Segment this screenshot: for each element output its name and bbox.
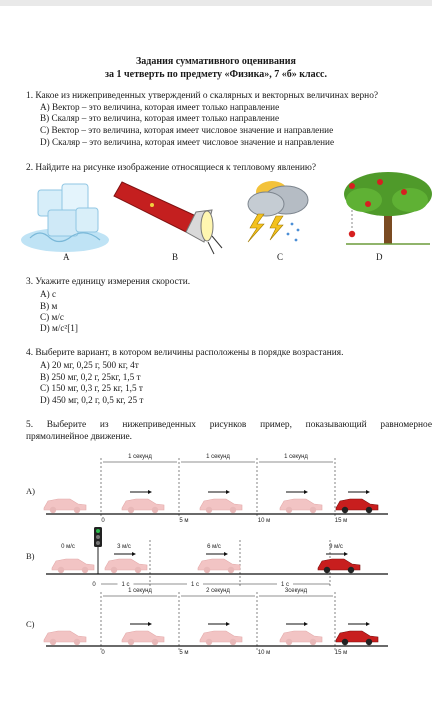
flashlight-image: [114, 182, 222, 254]
light-off: [96, 535, 100, 539]
wheel-icon: [82, 567, 88, 573]
interval-label-a: 1 секунд: [128, 454, 152, 460]
distance-label-a: 0: [101, 518, 105, 524]
arrow-head: [344, 552, 348, 556]
wheel-icon: [366, 507, 372, 513]
q4-option-b: B) 250 мг, 0,2 г, 25кг, 1,5 т: [40, 372, 141, 382]
melting-ice-image: [21, 184, 109, 252]
wheel-icon: [204, 567, 210, 573]
distance-label-c: 0: [101, 650, 105, 656]
arrow-head: [132, 552, 136, 556]
wheel-icon: [286, 507, 292, 513]
start-label: 0: [92, 582, 96, 588]
wheel-icon: [324, 567, 330, 573]
q4-option-a: A) 20 мг, 0,25 г, 500 кг, 4т: [40, 360, 139, 370]
speed-label: 9 м/с: [329, 544, 343, 550]
arrow-head: [226, 490, 230, 494]
wheel-icon: [230, 507, 236, 513]
wheel-icon: [206, 507, 212, 513]
motion-diagram: [0, 448, 432, 668]
speed-label: 3 м/с: [117, 544, 131, 550]
speed-label: 6 м/с: [207, 544, 221, 550]
arrow-head: [226, 622, 230, 626]
q3-option-b: B) м: [40, 301, 58, 311]
question-4-text: 4. Выберите вариант, в котором величины расположены в порядке возрастания.: [26, 348, 344, 358]
page-title: Задания суммативного оценивания: [136, 56, 296, 67]
picture-label-a: A: [63, 252, 70, 262]
q4-option-d: D) 450 мг, 0,2 г, 0,5 кг, 25 т: [40, 395, 144, 405]
q4-option-c: C) 150 мг, 0,3 г, 25 кг, 1,5 т: [40, 383, 143, 393]
wheel-icon: [230, 639, 236, 645]
row-label-c: C): [26, 619, 35, 629]
arrow-head: [366, 622, 370, 626]
page-subtitle: за 1 четверть по предмету «Физика», 7 «б» класс.: [105, 69, 327, 80]
distance-label-c: 15 м: [334, 650, 348, 656]
question-3-text: 3. Укажите единицу измерения скорости.: [26, 277, 191, 287]
q1-option-a: A) Вектор – это величина, которая имеет только направление: [40, 102, 280, 112]
question-1-text: 1. Какое из нижеприведенных утверждений о скалярных и векторных величинах верно?: [26, 91, 379, 101]
distance-label-a: 15 м: [334, 518, 348, 524]
wheel-icon: [348, 567, 354, 573]
wheel-icon: [366, 639, 372, 645]
wheel-icon: [152, 639, 158, 645]
light-off: [96, 541, 100, 545]
interval-label-b: 1 с: [190, 582, 200, 588]
storm-cloud-image: [248, 181, 308, 242]
wheel-icon: [58, 567, 64, 573]
wheel-icon: [50, 507, 56, 513]
q3-option-d: D) м/с²[1]: [40, 323, 78, 333]
distance-label-c: 5 м: [179, 650, 189, 656]
wheel-icon: [152, 507, 158, 513]
wheel-icon: [342, 507, 348, 513]
arrow-head: [224, 552, 228, 556]
light-green: [96, 529, 100, 533]
distance-label-a: 5 м: [179, 518, 189, 524]
interval-label-b: 1 с: [280, 582, 290, 588]
row-label-a: A): [26, 486, 35, 496]
interval-label-c: 1 секунд: [128, 588, 152, 594]
question-2-text: 2. Найдите на рисунке изображение относящиеся к тепловому явлению?: [26, 163, 317, 173]
interval-label-c: 2 секунд: [206, 588, 230, 594]
wheel-icon: [128, 507, 134, 513]
wheel-icon: [310, 507, 316, 513]
question-5-text-line2: прямолинейное движение.: [26, 432, 132, 442]
arrow-head: [148, 622, 152, 626]
wheel-icon: [206, 639, 212, 645]
row-label-b: B): [26, 551, 35, 561]
arrow-head: [304, 622, 308, 626]
q1-option-c: C) Вектор – это величина, которая имеет числовое значение и направление: [40, 125, 334, 135]
arrow-head: [148, 490, 152, 494]
interval-label-a: 1 секунд: [206, 454, 230, 460]
speed-label: 0 м/с: [61, 544, 75, 550]
wheel-icon: [228, 567, 234, 573]
wheel-icon: [128, 639, 134, 645]
wheel-icon: [342, 639, 348, 645]
wheel-icon: [310, 639, 316, 645]
q1-option-d: D) Скаляр – это величина, которая имеет числовое значение и направление: [40, 137, 335, 147]
wheel-icon: [74, 507, 80, 513]
picture-label-c: C: [277, 252, 284, 262]
distance-label-a: 10 м: [257, 518, 271, 524]
question-5-text-line1: 5. Выберите из нижеприведенных рисунков пример, показывающий равномерное: [26, 420, 432, 430]
wheel-icon: [50, 639, 56, 645]
picture-label-b: B: [172, 252, 179, 262]
q3-option-a: A) с: [40, 289, 57, 299]
wheel-icon: [111, 567, 117, 573]
picture-label-d: D: [376, 252, 383, 262]
q1-option-b: B) Скаляр – это величина, которая имеет только направление: [40, 113, 280, 123]
wheel-icon: [135, 567, 141, 573]
wheel-icon: [286, 639, 292, 645]
interval-label-c: 3секунд: [284, 588, 308, 594]
interval-label-b: 1 с: [121, 582, 130, 588]
top-strip: [0, 0, 432, 6]
arrow-head: [304, 490, 308, 494]
interval-label-a: 1 секунд: [284, 454, 308, 460]
apple-tree-image: [344, 172, 432, 244]
distance-label-c: 10 м: [257, 650, 271, 656]
arrow-head: [366, 490, 370, 494]
q3-option-c: C) м/с: [40, 312, 64, 322]
q2-pictures: [0, 170, 432, 265]
wheel-icon: [74, 639, 80, 645]
